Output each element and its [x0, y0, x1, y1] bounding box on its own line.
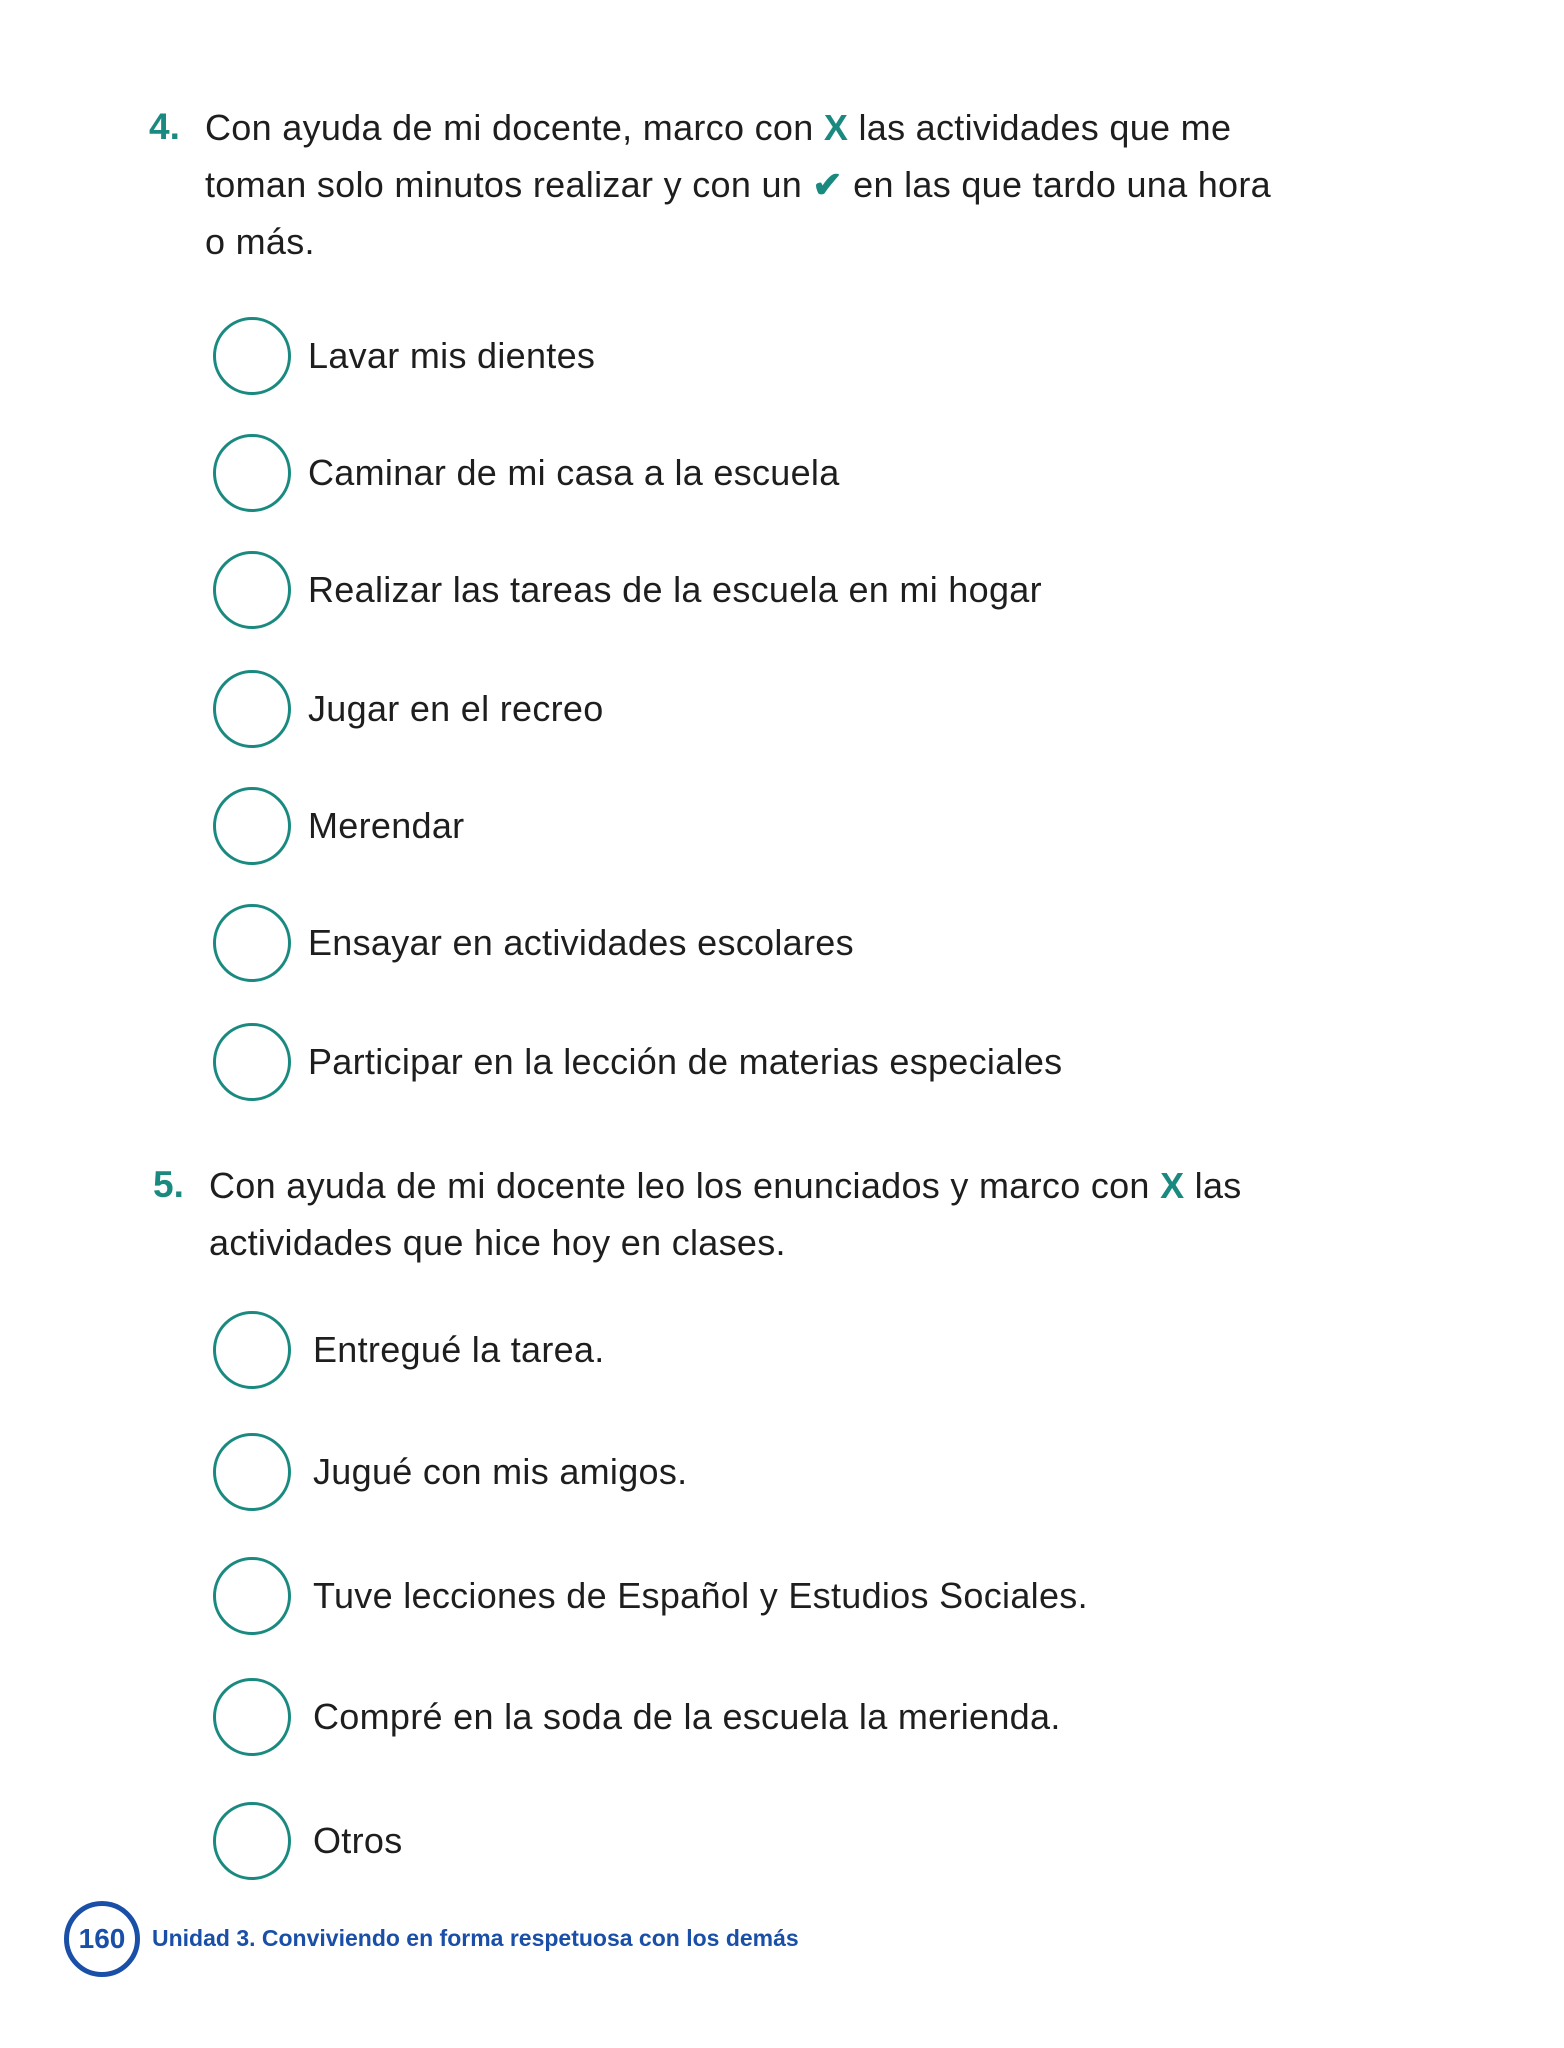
answer-circle[interactable]: [213, 1802, 291, 1880]
item-label: Ensayar en actividades escolares: [308, 922, 854, 963]
list-item: [213, 432, 840, 514]
question-text-line: [209, 1165, 1242, 1207]
list-item: [213, 902, 854, 984]
item-label: Jugar en el recreo: [308, 688, 604, 729]
item-label: Participar en la lección de materias especiales: [308, 1041, 1063, 1082]
item-label: Tuve lecciones de Español y Estudios Sociales.: [313, 1575, 1088, 1616]
text: Con ayuda de mi docente, marco con: [205, 107, 824, 148]
answer-circle[interactable]: [213, 317, 291, 395]
question-number: 5.: [153, 1164, 184, 1205]
question-text-line: actividades que hice hoy en clases.: [209, 1222, 786, 1263]
answer-circle[interactable]: [213, 1023, 291, 1101]
checkmark-icon: ✔: [812, 164, 843, 205]
list-item: [213, 315, 595, 397]
answer-circle[interactable]: [213, 1311, 291, 1389]
question-text-line: [205, 107, 1231, 149]
x-mark-icon: X: [1160, 1165, 1185, 1206]
answer-circle[interactable]: [213, 904, 291, 982]
answer-circle[interactable]: [213, 1433, 291, 1511]
list-item: [213, 668, 604, 750]
answer-circle[interactable]: [213, 670, 291, 748]
item-label: Otros: [313, 1820, 403, 1861]
question-number: 4.: [149, 106, 180, 147]
question-text-line: o más.: [205, 221, 315, 262]
item-label: Realizar las tareas de la escuela en mi hogar: [308, 569, 1042, 610]
list-item: [213, 1309, 605, 1391]
text: las: [1184, 1165, 1242, 1206]
list-item: [213, 1555, 1088, 1637]
list-item: [213, 1021, 1062, 1103]
item-label: Caminar de mi casa a la escuela: [308, 452, 840, 493]
text: las actividades que me: [848, 107, 1232, 148]
list-item: [213, 1431, 687, 1513]
item-label: Lavar mis dientes: [308, 335, 596, 376]
answer-circle[interactable]: [213, 1557, 291, 1635]
answer-circle[interactable]: [213, 787, 291, 865]
item-label: Compré en la soda de la escuela la merienda.: [313, 1696, 1061, 1737]
list-item: [213, 1676, 1061, 1758]
text: en las que tardo una hora: [842, 164, 1271, 205]
list-item: [213, 785, 464, 867]
answer-circle[interactable]: [213, 551, 291, 629]
page-number: 160: [64, 1901, 140, 1977]
question-text-line: [205, 164, 1271, 206]
list-item: [213, 1800, 403, 1882]
text: toman solo minutos realizar y con un: [205, 164, 813, 205]
item-label: Jugué con mis amigos.: [313, 1451, 688, 1492]
answer-circle[interactable]: [213, 434, 291, 512]
item-label: Merendar: [308, 805, 465, 846]
list-item: [213, 549, 1042, 631]
text: Con ayuda de mi docente leo los enunciados y marco con: [209, 1165, 1161, 1206]
x-mark-icon: X: [823, 107, 849, 148]
unit-title: Unidad 3. Conviviendo en forma respetuosa con los demás: [152, 1925, 799, 1951]
item-label: Entregué la tarea.: [313, 1329, 605, 1370]
answer-circle[interactable]: [213, 1678, 291, 1756]
